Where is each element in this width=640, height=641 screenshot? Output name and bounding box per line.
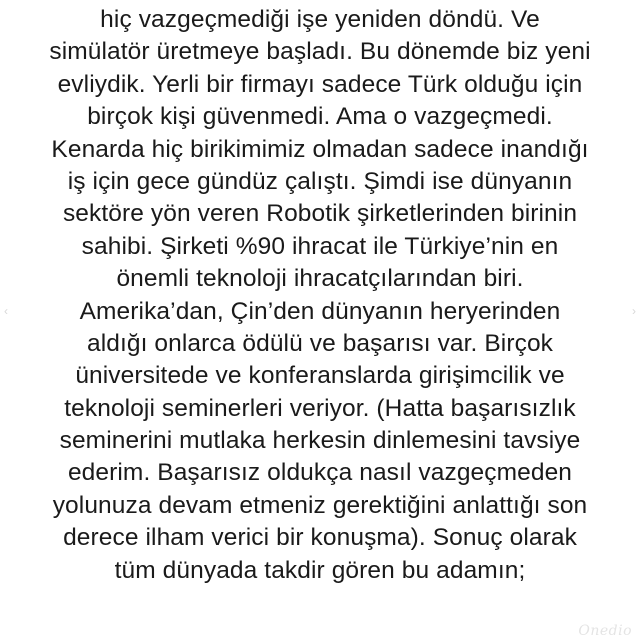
text-line: üniversitede ve konferanslarda girişimcilik ve (75, 362, 565, 390)
text-line: hiç vazgeçmediği işe yeniden döndü. Ve (100, 6, 540, 33)
text-line: aldığı onlarca ödülü ve başarısı var. Birçok (86, 329, 554, 357)
text-line: simülatör üretmeye başladı. Bu dönemde biz yeni (49, 38, 591, 66)
chevron-right-icon[interactable]: › (632, 304, 636, 318)
chevron-left-icon[interactable]: ‹ (4, 304, 8, 318)
text-line: tüm dünyada takdir gören bu adamın; (114, 556, 526, 584)
text-line: sahibi. Şirketi %90 ihracat ile Türkiye’nin en (81, 232, 559, 260)
text-line: sektöre yön veren Robotik şirketlerinden birinin (62, 200, 578, 228)
text-line: Kenarda hiç birikimimiz olmadan sadece inandığı (51, 135, 589, 163)
text-line: yolunuza devam etmeniz gerektiğini anlattığı son (52, 491, 588, 519)
text-line: derece ilham verici bir konuşma). Sonuç olarak (63, 524, 577, 552)
text-line: ederim. Başarısız oldukça nasıl vazgeçmeden (67, 459, 573, 487)
watermark-logo: Onedio (578, 623, 632, 639)
text-line: iş için gece gündüz çalıştı. Şimdi ise dünyanın (67, 167, 573, 195)
text-line: seminerini mutlaka herkesin dinlemesini tavsiye (59, 427, 581, 455)
text-line: teknoloji seminerleri veriyor. (Hatta başarısızlık (64, 394, 576, 422)
text-line: önemli teknoloji ihracatçılarından biri. (116, 265, 524, 293)
text-line: evliydik. Yerli bir firmayı sadece Türk olduğu için (57, 70, 583, 98)
text-line: Amerika’dan, Çin’den dünyanın heryerinden (79, 297, 561, 325)
text-line: birçok kişi güvenmedi. Ama o vazgeçmedi. (87, 103, 553, 131)
